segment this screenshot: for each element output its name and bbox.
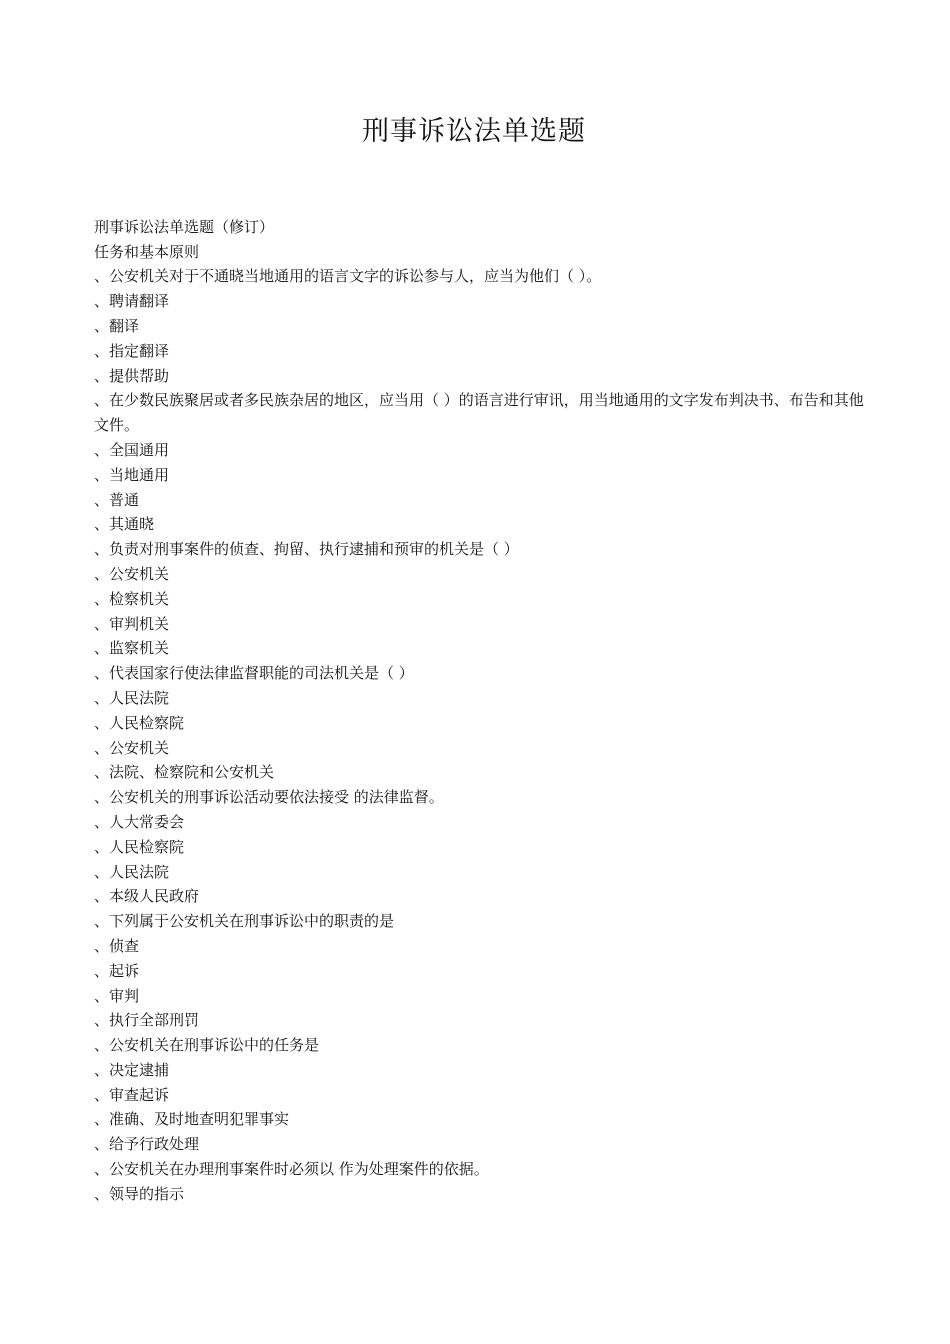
question-4: 、代表国家行使法律监督职能的司法机关是（ ）: [94, 664, 414, 683]
option-line: 、监察机关: [94, 639, 170, 658]
question-2: 、在少数民族聚居或者多民族杂居的地区，应当用（ ）的语言进行审讯，用当地通用的文字发布判决书、布告和其他文件。: [94, 391, 864, 435]
option-line: 、领导的指示: [94, 1184, 185, 1203]
option-line: 、人民检察院: [94, 837, 185, 856]
title-text: 刑事诉讼法单选题: [362, 116, 586, 147]
question-6: 、下列属于公安机关在刑事诉讼中的职责的是: [94, 912, 395, 931]
option-line: 、审判机关: [94, 614, 170, 633]
option-line: 、公安机关: [94, 738, 170, 757]
option-line: 、其通晓: [94, 515, 155, 534]
subtitle-line: 刑事诉讼法单选题（修订）: [94, 217, 275, 236]
option-line: 、普通: [94, 490, 140, 509]
option-line: 、人民检察院: [94, 713, 185, 732]
text-line: [94, 190, 874, 215]
question-7: 、公安机关在刑事诉讼中的任务是: [94, 1036, 320, 1055]
section-heading: 任务和基本原则: [94, 242, 200, 261]
question-1: 、公安机关对于不通晓当地通用的语言文字的诉讼参与人，应当为他们（ ）。: [94, 267, 602, 286]
option-line: 、聘请翻译: [94, 292, 170, 311]
option-line: 、人大常委会: [94, 812, 185, 831]
option-line: 、指定翻译: [94, 341, 170, 360]
question-8: 、公安机关在办理刑事案件时必须以 作为处理案件的依据。: [94, 1160, 489, 1179]
option-line: 、侦查: [94, 936, 140, 955]
option-line: 、当地通用: [94, 465, 170, 484]
option-line: 、执行全部刑罚: [94, 1011, 200, 1030]
option-line: 、审判: [94, 986, 140, 1005]
option-line: 、审查起诉: [94, 1085, 170, 1104]
document-title: [0, 114, 950, 170]
option-line: 、公安机关: [94, 564, 170, 583]
option-line: 、起诉: [94, 961, 140, 980]
option-line: 、检察机关: [94, 589, 170, 608]
option-line: 、给予行政处理: [94, 1135, 200, 1154]
option-line: 、人民法院: [94, 688, 170, 707]
question-5: 、公安机关的刑事诉讼活动要依法接受 的法律监督。: [94, 788, 444, 807]
document-body: [94, 190, 874, 1207]
option-line: 、全国通用: [94, 440, 170, 459]
option-line: 、法院、检察院和公安机关: [94, 763, 275, 782]
option-line: 、准确、及时地查明犯罪事实: [94, 1110, 290, 1129]
option-line: 、翻译: [94, 316, 140, 335]
option-line: 、人民法院: [94, 862, 170, 881]
question-3: 、负责对刑事案件的侦查、拘留、执行逮捕和预审的机关是（ ）: [94, 540, 519, 559]
option-line: 、本级人民政府: [94, 887, 200, 906]
option-line: 、决定逮捕: [94, 1060, 170, 1079]
option-line: 、提供帮助: [94, 366, 170, 385]
